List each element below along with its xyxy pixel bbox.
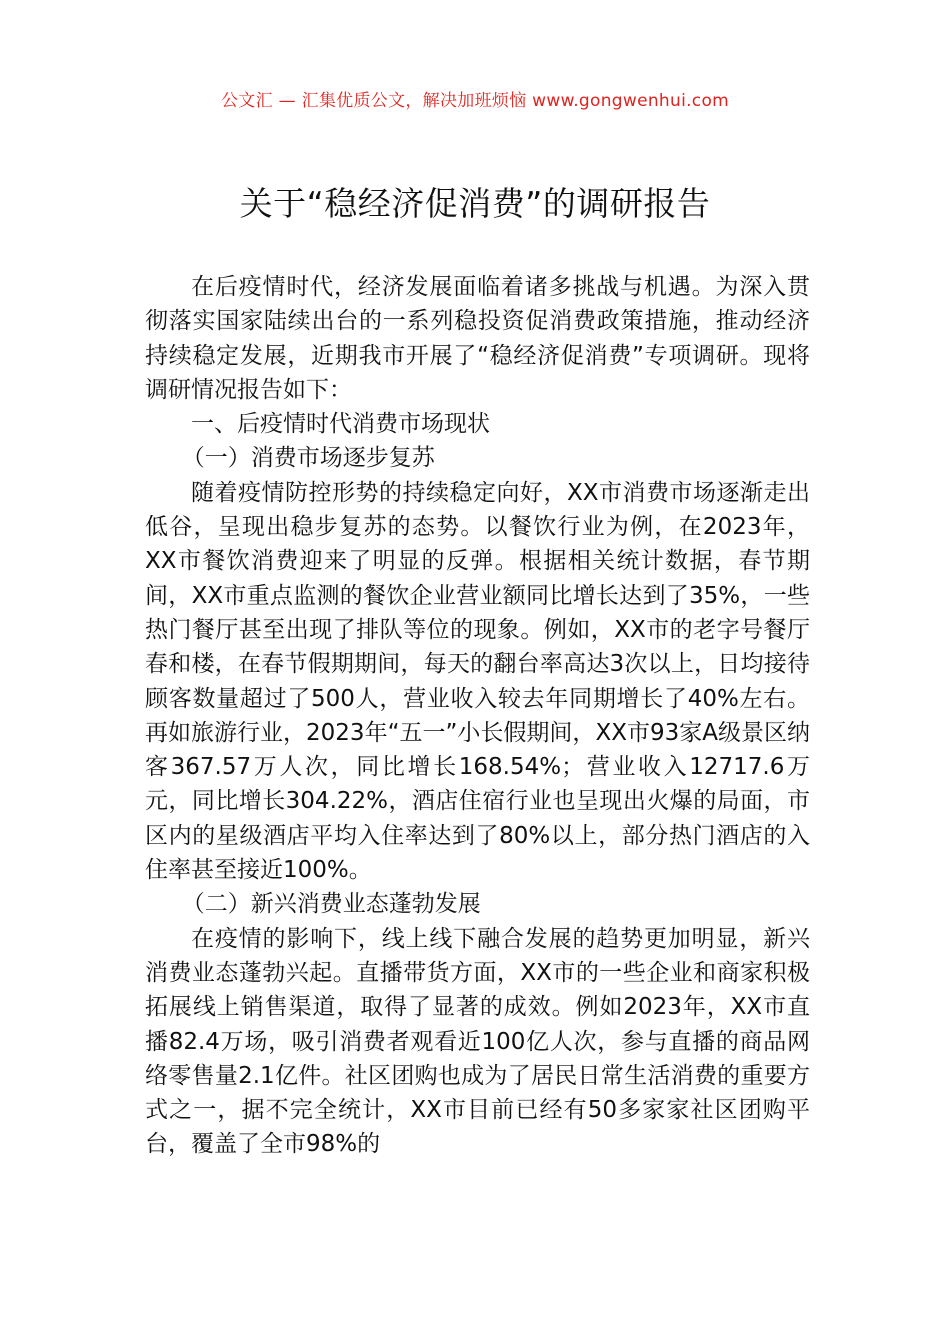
intro-paragraph: 在后疫情时代，经济发展面临着诸多挑战与机遇。为深入贯彻落实国家陆续出台的一系列稳投资促消费政策措施，推动经济持续稳定发展，近期我市开展了“稳经济促消费”专项调研。现将调研情况报告如下： (145, 274, 810, 403)
subsection-heading: （二）新兴消费业态蓬勃发展 (181, 891, 481, 918)
subsection-heading: （一）消费市场逐步复苏 (181, 445, 435, 472)
site-banner: 公文汇 — 汇集优质公文，解决加班烦恼 www.gongwenhui.com (220, 91, 730, 111)
document-body (145, 270, 810, 1162)
section-heading: 一、后疫情时代消费市场现状 (191, 411, 490, 438)
body-paragraph: 随着疫情防控形势的持续稳定向好，XX市消费市场逐渐走出低谷，呈现出稳步复苏的态势。以餐饮行业为例，在2023年，XX市餐饮消费迎来了明显的反弹。根据相关统计数据，春节期间，XX市重点监测的餐饮企业营业额同比增长达到了35%，一些热门餐厅甚至出现了排队等位的现象。例如，XX市的老字号餐厅春和楼，在春节假期期间，每天的翻台率高达3次以上，日均接待顾客数量超过了500人，营业收入较去年同期增长了40%左右。再如旅游行业，2023年“五一”小长假期间，XX市93家A级景区纳客367.57万人次，同比增长168.54%；营业收入12717.6万元，同比增长304.22%，酒店住宿行业也呈现出火爆的局面，市区内的星级酒店平均入住率达到了80%以上，部分热门酒店的入住率甚至接近100%。 (145, 479, 810, 884)
body-paragraph: 在疫情的影响下，线上线下融合发展的趋势更加明显，新兴消费业态蓬勃兴起。直播带货方面，XX市的一些企业和商家积极拓展线上销售渠道，取得了显著的成效。例如2023年，XX市直播82.4万场，吸引消费者观看近100亿人次，参与直播的商品网络零售量2.1亿件。社区团购也成为了居民日常生活消费的重要方式之一，据不完全统计，XX市目前已经有50多家家社区团购平台，覆盖了全市98%的 (145, 925, 810, 1158)
document-title: 关于“稳经济促消费”的调研报告 (239, 184, 711, 223)
